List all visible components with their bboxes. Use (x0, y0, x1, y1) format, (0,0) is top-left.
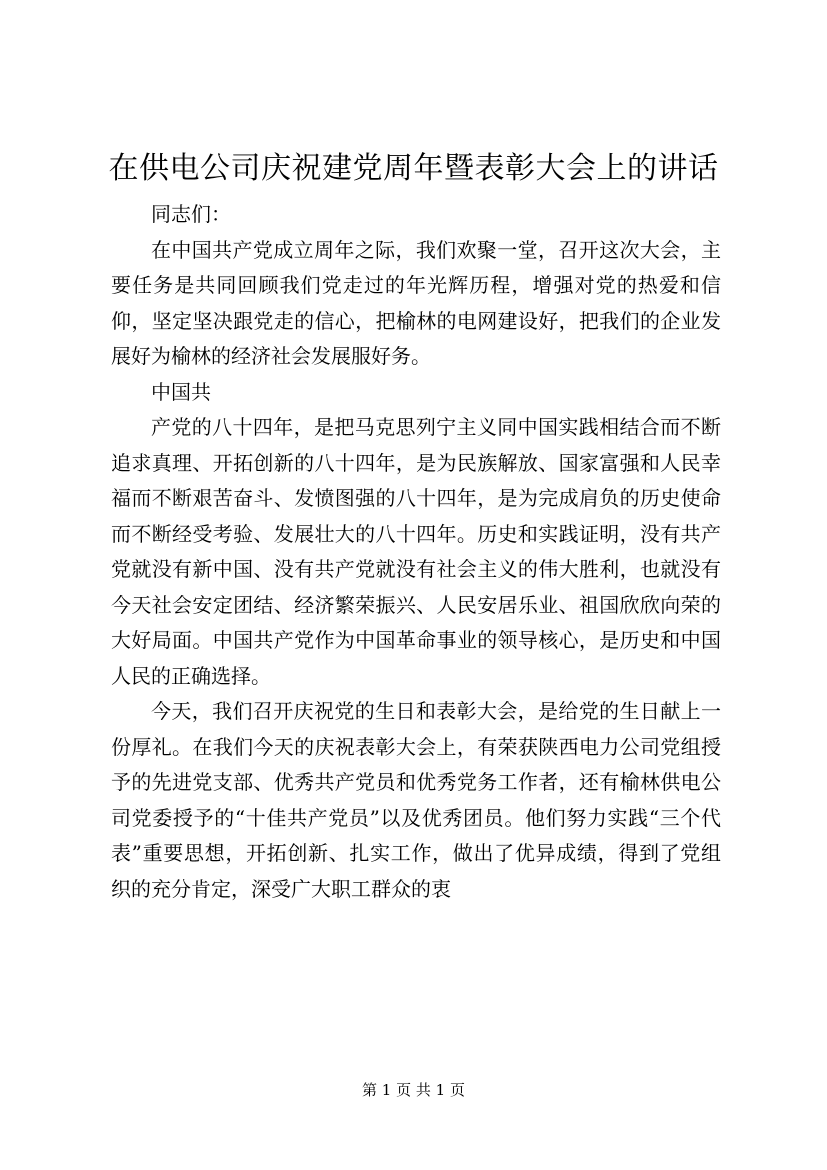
document-body (111, 197, 721, 907)
salutation-paragraph: 同志们： (151, 202, 231, 226)
body-paragraph: 今天，我们召开庆祝党的生日和表彰大会，是给党的生日献上一份厚礼。在我们今天的庆祝表彰大会上，有荣获陕西电力公司党组授予的先进党支部、优秀共产党员和优秀党务工作者，还有榆林供电公司党委授予的“十佳共产党员”以及优秀团员。他们努力实践“三个代表”重要思想，开拓创新、扎实工作，做出了优异成绩，得到了党组织的充分肯定，深受广大职工群众的衷 (111, 699, 721, 901)
body-paragraph: 中国共 (151, 379, 211, 404)
body-paragraph: 产党的八十四年，是把马克思列宁主义同中国实践相结合而不断追求真理、开拓创新的八十四年，是为民族解放、国家富强和人民幸福而不断艰苦奋斗、发愤图强的八十四年，是为完成肩负的历史使命而不断经受考验、发展壮大的八十四年。历史和实践证明，没有共产党就没有新中国、没有共产党就没有社会主义的伟大胜利，也就没有今天社会安定团结、经济繁荣振兴、人民安居乐业、祖国欣欣向荣的大好局面。中国共产党作为中国革命事业的领导核心，是历史和中国人民的正确选择。 (111, 415, 721, 688)
page-number-footer: 第 1 页 共 1 页 (362, 1081, 465, 1099)
document-title: 在供电公司庆祝建党周年暨表彰大会上的讲话 (108, 151, 719, 186)
body-paragraph: 在中国共产党成立周年之际，我们欢聚一堂，召开这次大会，主要任务是共同回顾我们党走过的年光辉历程，增强对党的热爱和信仰，坚定坚决跟党走的信心，把榆林的电网建设好，把我们的企业发展好为榆林的经济社会发展服好务。 (111, 237, 721, 368)
